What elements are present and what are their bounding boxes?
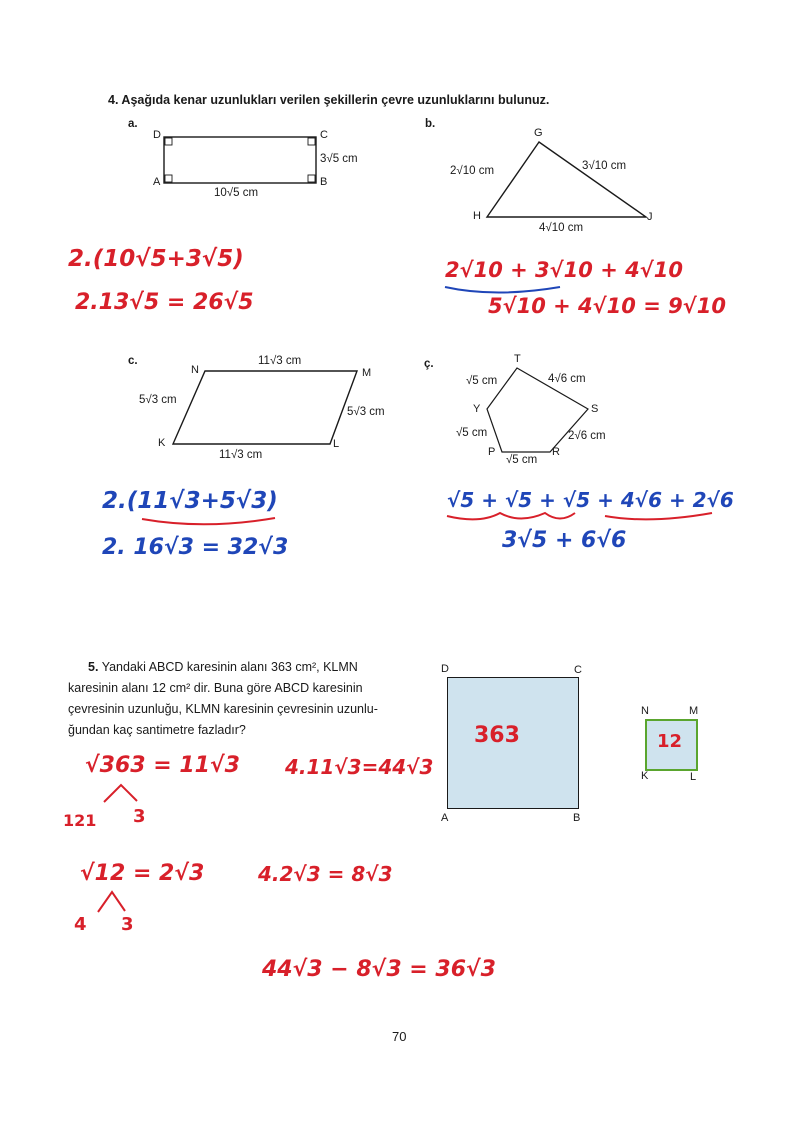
point-n: N	[191, 364, 199, 376]
factor-3-b: 3	[121, 914, 134, 935]
point-n-small: N	[641, 705, 649, 717]
point-a-big: A	[441, 812, 449, 824]
part-cc-label: ç.	[424, 358, 434, 370]
point-j: J	[647, 211, 653, 223]
work-a-line2: 2.13√5 = 26√5	[75, 290, 254, 315]
small-square-area: 12	[657, 731, 683, 752]
side-kn-length: 5√3 cm	[139, 394, 177, 406]
side-nm-length: 11√3 cm	[258, 355, 302, 367]
side-gj-length: 3√10 cm	[582, 160, 627, 172]
point-a: A	[153, 176, 161, 188]
q5-line-4: ğundan kaç santimetre fazladır?	[68, 723, 246, 737]
point-p: P	[488, 446, 496, 458]
factor-4: 4	[74, 914, 87, 935]
side-bc-length: 3√5 cm	[320, 153, 358, 165]
work-a-line1: 2.(10√5+3√5)	[68, 246, 244, 272]
point-k-small: K	[641, 770, 649, 782]
point-m-small: M	[689, 705, 699, 717]
point-c: C	[320, 129, 328, 141]
point-g: G	[534, 127, 543, 139]
work-b-line1: 2√10 + 3√10 + 4√10	[445, 258, 683, 282]
q5-line-3: çevresinin uzunluğu, KLMN karesinin çevresinin uzunlu-	[68, 702, 378, 716]
part-b-label: b.	[425, 118, 436, 130]
side-hj-length: 4√10 cm	[539, 222, 584, 234]
point-r: R	[552, 446, 560, 458]
point-t: T	[514, 353, 521, 365]
point-l-small: L	[690, 771, 697, 783]
page-number: 70	[392, 1029, 407, 1044]
side-yp-length: √5 cm	[456, 427, 488, 439]
point-b: B	[320, 176, 328, 188]
work-perimeter-abcd: 4.11√3=44√3	[285, 755, 434, 779]
work-cc-line1: √5 + √5 + √5 + 4√6 + 2√6	[447, 488, 734, 512]
point-c-big: C	[574, 664, 582, 676]
point-s: S	[591, 403, 599, 415]
side-pr-length: √5 cm	[506, 454, 538, 466]
q5-line-2: karesinin alanı 12 cm² dir. Buna göre ABCD karesinin	[68, 681, 363, 695]
work-final-answer: 44√3 − 8√3 = 36√3	[262, 957, 496, 982]
big-square-area: 363	[474, 723, 520, 748]
point-d-big: D	[441, 663, 449, 675]
point-m: M	[362, 367, 372, 379]
work-root363: √363 = 11√3	[85, 753, 240, 778]
work-c-line2: 2. 16√3 = 32√3	[102, 535, 289, 560]
factor-3-a: 3	[133, 806, 146, 827]
side-ty-length: √5 cm	[466, 375, 498, 387]
factor-121: 121	[63, 811, 97, 830]
part-a-label: a.	[128, 118, 138, 130]
side-gh-length: 2√10 cm	[450, 165, 495, 177]
question-5-number: 5.	[88, 660, 99, 674]
part-c-label: c.	[128, 355, 138, 367]
point-y: Y	[473, 403, 481, 415]
point-k: K	[158, 437, 166, 449]
question-4-title: 4. Aşağıda kenar uzunlukları verilen şekillerin çevre uzunluklarını bulunuz.	[108, 93, 550, 107]
q5-line-1: Yandaki ABCD karesinin alanı 363 cm², KLMN	[101, 660, 358, 674]
side-ts-length: 4√6 cm	[548, 373, 586, 385]
work-perimeter-klmn: 4.2√3 = 8√3	[258, 862, 393, 886]
point-d: D	[153, 129, 161, 141]
side-kl-length: 11√3 cm	[219, 449, 263, 461]
point-b-big: B	[573, 812, 581, 824]
side-sr-length: 2√6 cm	[568, 430, 606, 442]
side-ml-length: 5√3 cm	[347, 406, 385, 418]
point-l: L	[333, 438, 340, 450]
side-ab-length: 10√5 cm	[214, 187, 259, 199]
point-h: H	[473, 210, 481, 222]
work-cc-line2: 3√5 + 6√6	[502, 528, 627, 553]
work-b-line2: 5√10 + 4√10 = 9√10	[488, 294, 726, 318]
work-c-line1: 2.(11√3+5√3)	[102, 488, 278, 514]
work-root12: √12 = 2√3	[80, 861, 205, 886]
